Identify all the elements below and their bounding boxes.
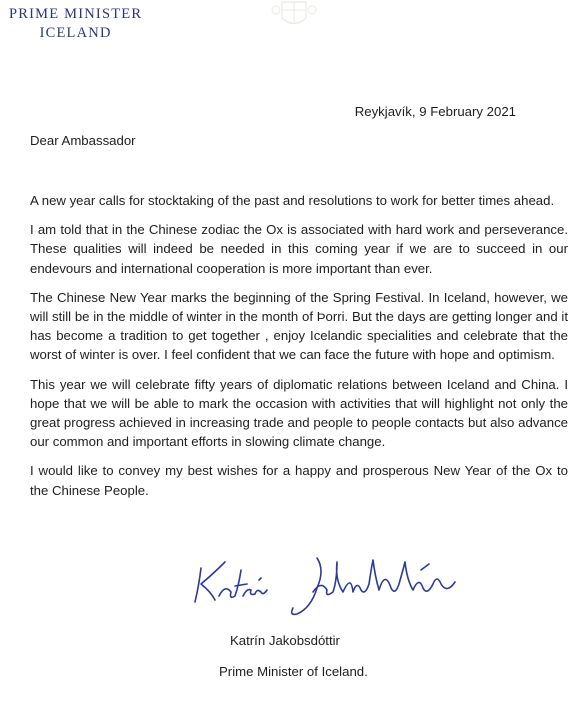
coat-of-arms-watermark-icon bbox=[268, 0, 320, 30]
letter-body bbox=[30, 191, 568, 510]
paragraph-5: I would like to convey my best wishes for a happy and prosperous New Year of the Ox to the Chinese People. bbox=[30, 463, 568, 498]
letterhead-line-1: PRIME MINISTER bbox=[9, 6, 143, 22]
letterhead bbox=[9, 5, 142, 43]
paragraph-1: A new year calls for stocktaking of the past and resolutions to work for better times ahead. bbox=[30, 193, 555, 208]
signatory-name: Katrín Jakobsdóttir bbox=[230, 633, 340, 648]
paragraph-2: I am told that in the Chinese zodiac the Ox is associated with hard work and perseverance. These qualities will indeed be needed in this coming year if we are to succeed in our endevours and international cooperation is more important than ever. bbox=[30, 222, 568, 276]
salutation: Dear Ambassador bbox=[30, 133, 136, 148]
handwritten-signature bbox=[185, 540, 485, 620]
paragraph-3: The Chinese New Year marks the beginning of the Spring Festival. In Iceland, however, we will still be in the middle of winter in the month of Þorri. But the days are getting longer and it has become a tradition to get together , enjoy Icelandic specialities and celebrate that the worst of winter is over. I feel confident that we can face the future with hope and optimism. bbox=[30, 289, 568, 363]
letterhead-line-2: ICELAND bbox=[39, 25, 112, 41]
paragraph-4: This year we will celebrate fifty years of diplomatic relations between Iceland and China. I hope that we will be able to mark the occasion with activities that will highlight not only the great progress achieved in increasing trade and people to people contacts but also advance our common and important efforts in slowing climate change. bbox=[30, 376, 568, 450]
letter-date: Reykjavík, 9 February 2021 bbox=[354, 104, 516, 119]
signatory-title: Prime Minister of Iceland. bbox=[219, 664, 368, 679]
